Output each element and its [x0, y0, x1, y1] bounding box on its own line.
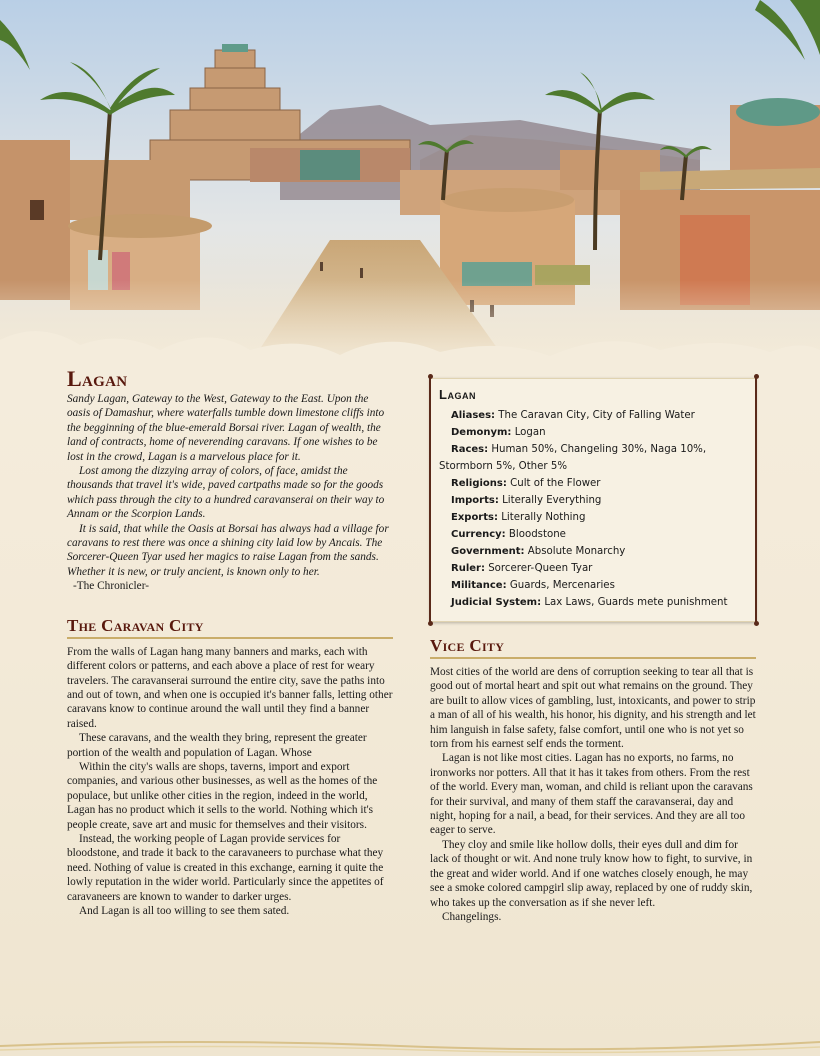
stat-key: Currency: — [451, 529, 506, 540]
statblock-border-right — [755, 376, 757, 624]
statblock-border-left — [429, 376, 431, 624]
body-paragraph: From the walls of Lagan hang many banners and marks, each with different colors or patterns, and each above a place of rest for weary travelers. The caravanserai surround the entire city, save the paths into and out of town, and when one is occupied it's banner falls, letting other caravans know to continue around the wall until they find a banner raised. — [67, 645, 393, 730]
stat-value: Sorcerer-Queen Tyar — [488, 563, 593, 574]
heading-rule — [67, 637, 393, 639]
stat-key: Demonym: — [451, 427, 512, 438]
section-heading-caravan-city: The Caravan City — [67, 615, 204, 635]
stat-imports — [439, 492, 747, 509]
stat-aliases — [439, 407, 747, 424]
stat-value: Absolute Monarchy — [527, 546, 626, 557]
chronicler-quote — [67, 392, 393, 594]
stat-value: Guards, Mercenaries — [509, 580, 615, 591]
stat-races — [439, 441, 747, 475]
statblock-corner — [428, 621, 433, 626]
quote-paragraph: Sandy Lagan, Gateway to the West, Gateway to the East. Upon the oasis of Damashur, where waterfalls tumble down limestone cliffs into the begginning of the blue-emerald Borsai river. Lagan of wealth, the land of contracts, home of neverending caravans. If one wishes to be lost in the crowd, Lagan is a marvelous place for it. — [67, 393, 385, 463]
quote-paragraph: Lost among the dizzying array of colors, of face, amidst the thousands that travel it's wide, paved cartpaths made so for the goods which pass through the city to a hundred caravanserai on their way to Annam or the Scorpion Lands. — [67, 465, 385, 521]
stat-key: Government: — [451, 546, 525, 557]
body-paragraph: They cloy and smile like hollow dolls, their eyes dull and dim for lack of thought or wit. And none truly know how to fight, to survive, in the great and wider world. And if one watches closely enough, he may see a smoke colored campgirl slip away, replaced by one of ruddy skin, who takes up the conversation as if she never left. — [430, 838, 753, 909]
page-footer-decoration — [0, 1016, 820, 1056]
quote-signature: -The Chronicler- — [73, 580, 149, 593]
body-paragraph: Most cities of the world are dens of corruption seeking to tear all that is good out of mortal heart and spit out what remains on the ground. They are built to allow vices of gambling, lust, intoxicants, and power to strip a man of all of his wealth, his honor, his dignity, and his strength and let him languish in false safety, false comfort, until one who is not yet so torn from his earnest self ends the torment. — [430, 666, 756, 751]
statblock-corner — [754, 374, 759, 379]
vice-city-text — [430, 665, 756, 924]
stat-value: Literally Everything — [502, 495, 602, 506]
stat-value: Bloodstone — [508, 529, 566, 540]
stat-key: Judicial System: — [451, 597, 542, 608]
stat-government — [439, 543, 747, 560]
body-paragraph: Changelings. — [442, 910, 502, 923]
header-illustration — [0, 0, 820, 380]
stat-value: Human 50%, Changeling 30%, Naga 10%, — [491, 444, 707, 455]
body-paragraph: Instead, the working people of Lagan provide services for bloodstone, and trade it back to the caravaneers to purchase what they need. Nothing of value is created in this exchange, earning it quite the lowly reputation in the wider world. Particularly since the appetites of caravaneers are known to wander to darker urges. — [67, 832, 384, 903]
body-paragraph: These caravans, and the wealth they bring, represent the greater portion of the wealth and population of Lagan. Whose — [67, 732, 367, 759]
stat-key: Religions: — [451, 478, 507, 489]
heading-rule — [430, 657, 756, 659]
stat-exports — [439, 509, 747, 526]
stat-ruler — [439, 560, 747, 577]
stat-key: Races: — [451, 444, 489, 455]
page-title: Lagan — [67, 366, 128, 391]
caravan-city-text — [67, 645, 393, 919]
city-statblock — [430, 378, 756, 622]
stat-religions — [439, 475, 747, 492]
statblock-corner — [754, 621, 759, 626]
stat-value: Logan — [514, 427, 546, 438]
stat-value: The Caravan City, City of Falling Water — [498, 410, 695, 421]
stat-key: Imports: — [451, 495, 499, 506]
body-paragraph: Lagan is not like most cities. Lagan has no exports, no farms, no ironworks nor potters. All that it has it takes from others. From the rest of the world. Every man, woman, and child is reliant upon the caravans for their survival, and many of them staff the caravanserai, day and night, hoping for a nail, a bead, for their services. And they are all too eager to serve. — [430, 752, 753, 837]
left-column — [67, 366, 393, 918]
stat-key: Exports: — [451, 512, 498, 523]
stat-judicial-system — [439, 594, 747, 611]
stat-key: Militance: — [451, 580, 507, 591]
section-heading-vice-city: Vice City — [430, 636, 505, 655]
body-paragraph: Within the city's walls are shops, taverns, import and export companies, and various other businesses, as well as the homes of the populace, but unlike other cities in the region, indeed in the world, Lagan has no product which it sells to the world. Nothing which it's people create, save art and music for themselves and their visitors. — [67, 760, 378, 831]
stat-value-continued: Stormborn 5%, Other 5% — [439, 461, 567, 472]
statblock-corner — [428, 374, 433, 379]
stat-demonym — [439, 424, 747, 441]
stat-value: Cult of the Flower — [510, 478, 601, 489]
stat-key: Ruler: — [451, 563, 485, 574]
stat-key: Aliases: — [451, 410, 496, 421]
stat-value: Literally Nothing — [501, 512, 586, 523]
stat-currency — [439, 526, 747, 543]
statblock-title: Lagan — [439, 387, 476, 402]
stat-militance — [439, 577, 747, 594]
quote-paragraph: It is said, that while the Oasis at Borsai has always had a village for caravans to rest there was once a shining city laid low by Ancais. The Sorcerer-Queen Tyar used her magics to raise Lagan from the sands. Whether it is new, or truly ancient, is known only to her. — [67, 522, 389, 578]
body-paragraph: And Lagan is all too willing to see them sated. — [79, 905, 290, 917]
stat-value: Lax Laws, Guards mete punishment — [544, 597, 728, 608]
right-column — [430, 378, 756, 924]
